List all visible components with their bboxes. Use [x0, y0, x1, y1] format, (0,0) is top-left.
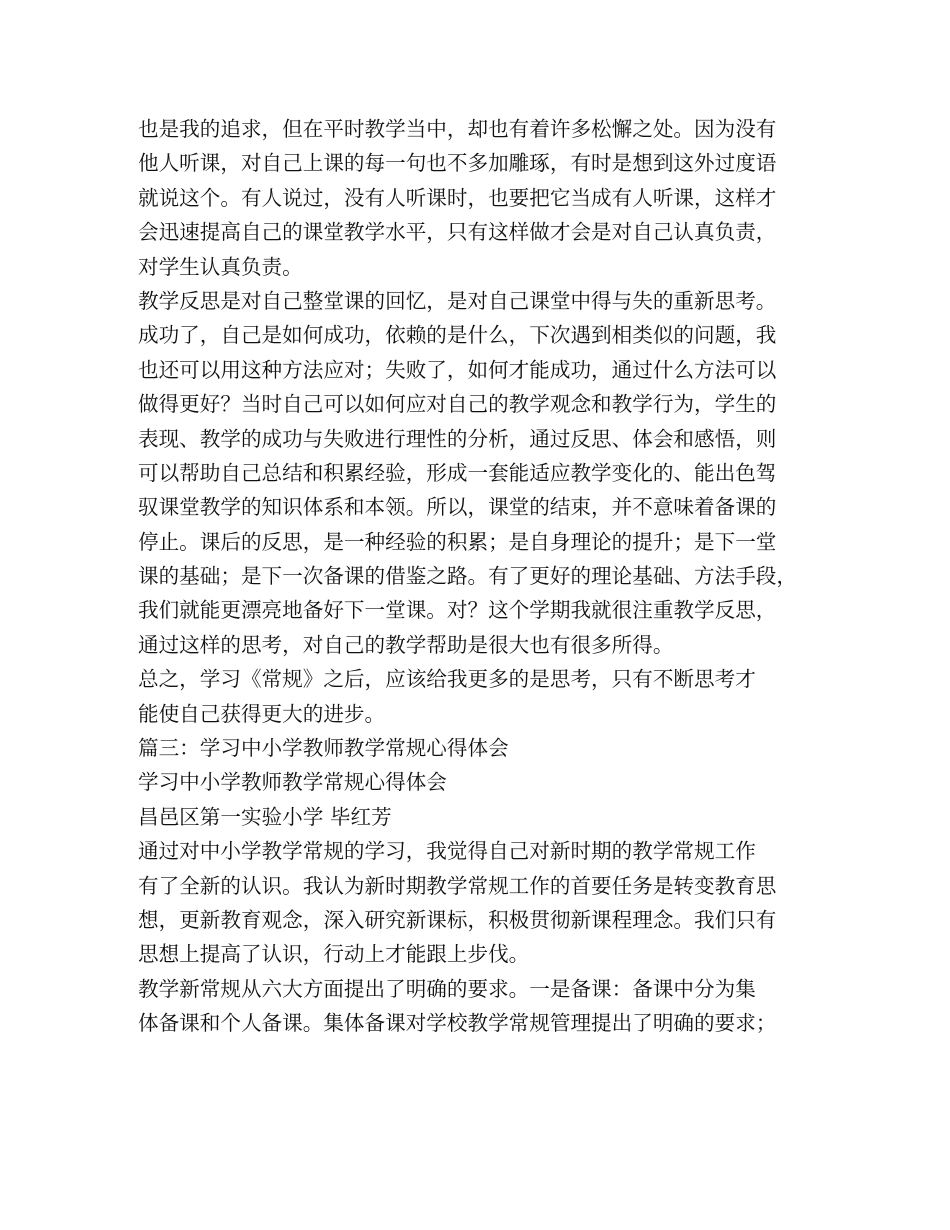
text-line: 通过对中小学教学常规的学习，我觉得自己对新时期的教学常规工作: [138, 839, 756, 864]
text-line: 有了全新的认识。我认为新时期教学常规工作的首要任务是转变教育思: [138, 873, 777, 898]
text-line: 教学反思是对自己整堂课的回忆，是对自己课堂中得与失的重新思考。: [138, 288, 777, 313]
text-line: 也是我的追求，但在平时教学当中，却也有着许多松懈之处。因为没有: [138, 117, 777, 141]
author-line: 昌邑区第一实验小学 毕红芳: [138, 804, 392, 829]
text-line: 想，更新教育观念，深入研究新课标，积极贯彻新课程理念。我们只有: [138, 907, 777, 932]
text-line: 对学生认真负责。: [138, 254, 303, 279]
text-line: 思想上提高了认识，行动上才能跟上步伐。: [138, 942, 530, 967]
text-line: 总之，学习《常规》之后，应该给我更多的是思考，只有不断思考才: [138, 667, 756, 692]
text-line: 我们就能更漂亮地备好下一堂课。对？这个学期我就很注重教学反思，: [138, 598, 777, 623]
text-line: 也还可以用这种方法应对；失败了，如何才能成功，通过什么方法可以: [138, 357, 777, 382]
text-line: 表现、教学的成功与失败进行理性的分析，通过反思、体会和感悟，则: [138, 426, 777, 451]
section-heading: 篇三：学习中小学教师教学常规心得体会: [138, 736, 509, 761]
text-line: 就说这个。有人说过，没有人听课时，也要把它当成有人听课，这样才: [138, 185, 777, 210]
text-line: 会迅速提高自己的课堂教学水平，只有这样做才会是对自己认真负责，: [138, 220, 777, 245]
text-line: 驭课堂教学的知识体系和本领。所以，课堂的结束，并不意味着备课的: [138, 495, 777, 520]
text-line: 通过这样的思考，对自己的教学帮助是很大也有很多所得。: [138, 632, 674, 657]
text-line: 能使自己获得更大的进步。: [138, 701, 386, 726]
text-line: 成功了，自己是如何成功，依赖的是什么，下次遇到相类似的问题，我: [138, 323, 777, 348]
document-body: [138, 112, 818, 1041]
text-line: 课的基础；是下一次备课的借鉴之路。有了更好的理论基础、方法手段，: [138, 564, 797, 589]
text-line: 停止。课后的反思，是一种经验的积累；是自身理论的提升；是下一堂: [138, 529, 777, 554]
text-line: 做得更好？当时自己可以如何应对自己的教学观念和教学行为，学生的: [138, 392, 777, 417]
text-line: 体备课和个人备课。集体备课对学校教学常规管理提出了明确的要求；: [138, 1011, 777, 1036]
text-line: 教学新常规从六大方面提出了明确的要求。一是备课：备课中分为集: [138, 976, 756, 1001]
text-line: 他人听课，对自己上课的每一句也不多加雕琢，有时是想到这外过度语: [138, 151, 777, 176]
article-title: 学习中小学教师教学常规心得体会: [138, 770, 447, 795]
text-line: 可以帮助自己总结和积累经验，形成一套能适应教学变化的、能出色驾: [138, 460, 777, 485]
